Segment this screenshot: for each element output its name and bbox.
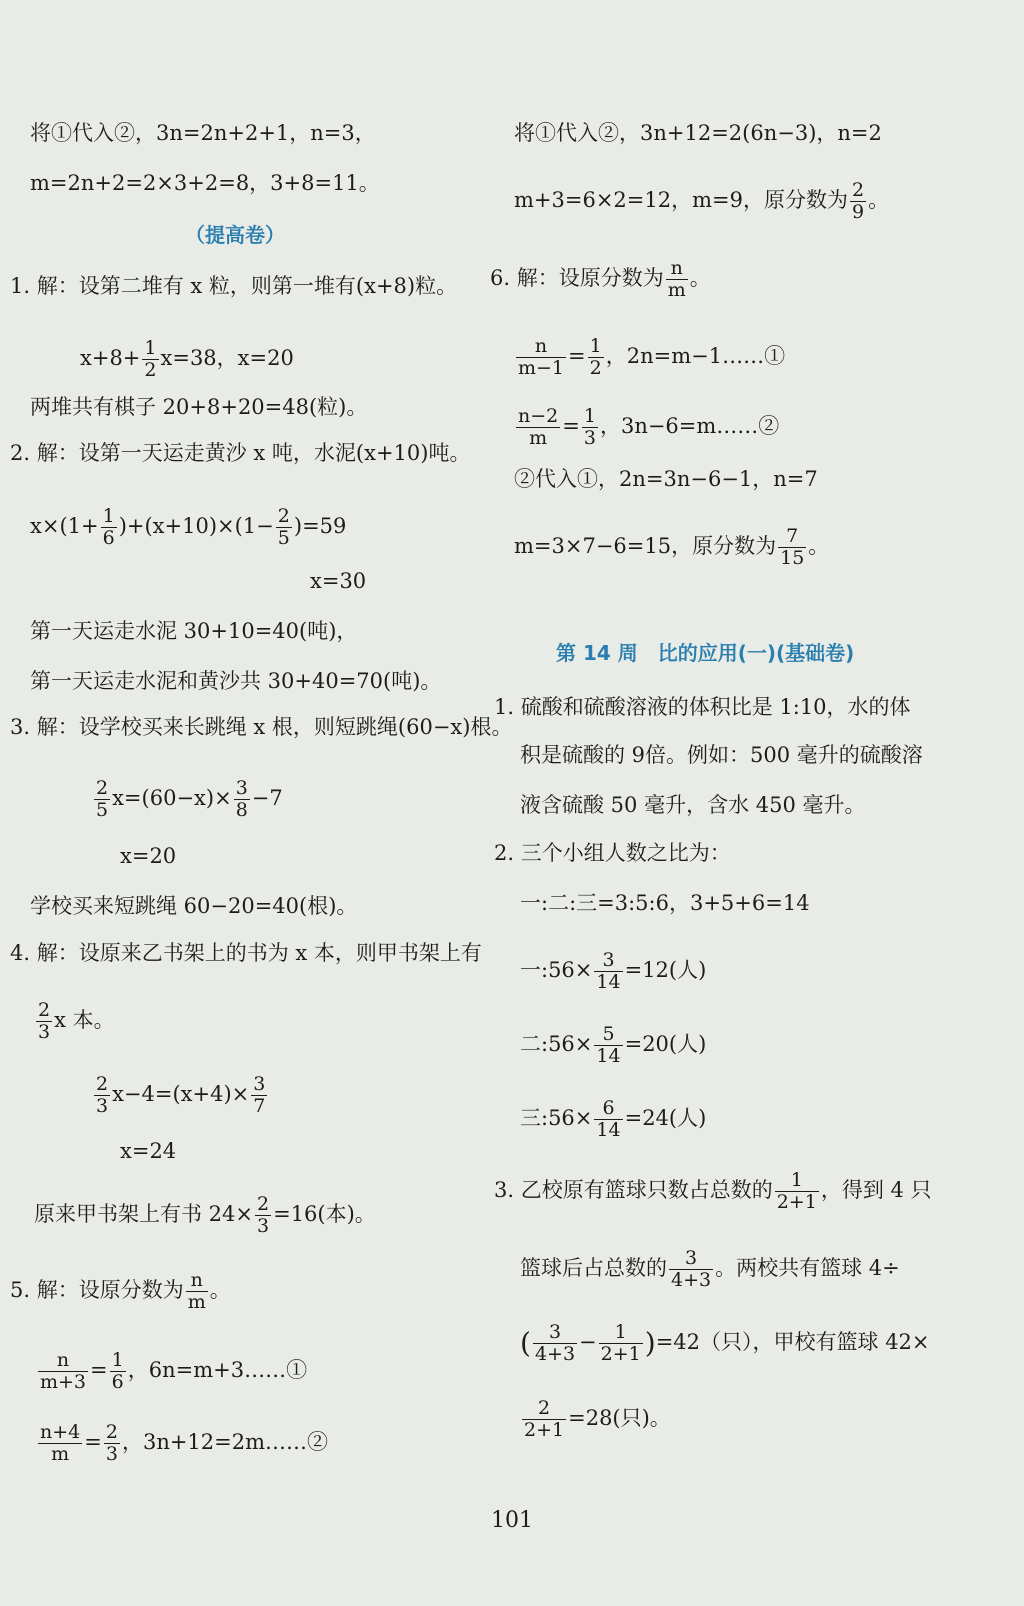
section-heading: 第 14 周 比的应用(一)(基础卷)	[556, 641, 855, 665]
fraction: $\frac{1}{6}$	[102, 505, 115, 549]
line: $\frac{2}{3}$ x 本。	[38, 999, 115, 1043]
equation: $\frac{2}{5}$ x=(60−x)× $\frac{3}{8}$ −7	[96, 777, 283, 821]
solution-x: x=30	[310, 569, 367, 593]
fraction: $\frac{3}{4+3}$	[534, 1321, 576, 1365]
fraction: $\frac{6}{14}$	[596, 1097, 621, 1141]
section-heading: （提高卷）	[185, 223, 285, 247]
equation: $\frac{2}{3}$ x−4=(x+4)× $\frac{3}{7}$	[96, 1073, 266, 1117]
equation: x+8+ $\frac{1}{2}$ x=38，x=20	[80, 337, 294, 381]
line: 一:二:三=3:5:6，3+5+6=14	[520, 891, 810, 915]
fraction: $\frac{5}{14}$	[596, 1023, 621, 1067]
line: ②代入①，2n=3n−6−1，n=7	[514, 467, 818, 491]
solution-x: x=20	[120, 844, 177, 868]
line: 积是硫酸的 9倍。例如：500 毫升的硫酸溶	[520, 743, 923, 767]
fraction: $\frac{2}{5}$	[96, 777, 109, 821]
question-title: 2. 解：设第一天运走黄沙 x 吨，水泥(x+10)吨。	[10, 441, 471, 465]
fraction: $\frac{n}{m}$	[667, 257, 686, 301]
question-title: 5. 解：设原分数为 $\frac{n}{m}$ 。	[10, 1269, 231, 1313]
question-title: 4. 解：设原来乙书架上的书为 x 本，则甲书架上有	[10, 941, 482, 965]
line: m+3=6×2=12，m=9，原分数为 $\frac{2}{9}$ 。	[514, 179, 890, 223]
fraction: $\frac{1}{2}$	[589, 335, 602, 379]
fraction: $\frac{1}{3}$	[583, 405, 596, 449]
fraction: $\frac{1}{6}$	[111, 1349, 124, 1393]
answer-line: 学校买来短跳绳 60−20=40(根)。	[30, 894, 358, 918]
equation: 一:56× $\frac{3}{14}$ =12(人)	[520, 949, 707, 993]
fraction: $\frac{n}{m+3}$	[40, 1349, 87, 1393]
solution-x: x=24	[120, 1139, 177, 1163]
fraction: $\frac{2}{9}$	[851, 179, 865, 223]
page-number: 101	[491, 1508, 533, 1533]
line: 将①代入②，3n=2n+2+1，n=3，	[30, 121, 376, 145]
fraction: $\frac{2}{3}$	[257, 1193, 270, 1237]
equation: 二:56× $\frac{5}{14}$ =20(人)	[520, 1023, 707, 1067]
line: m=2n+2=2×3+2=8，3+8=11。	[30, 171, 380, 195]
equation: $\frac{n}{m-1}$ = $\frac{1}{2}$ ，2n=m−1……①	[518, 335, 786, 379]
line: m=3×7−6=15，原分数为 $\frac{7}{15}$ 。	[514, 525, 830, 569]
equation: $\frac{n+4}{m}$ = $\frac{2}{3}$ ，3n+12=2m……②	[40, 1421, 329, 1465]
fraction: $\frac{n+4}{m}$	[40, 1421, 81, 1465]
equation: 三:56× $\frac{6}{14}$ =24(人)	[520, 1097, 707, 1141]
answer-line: 两堆共有棋子 20+8+20=48(粒)。	[30, 395, 368, 419]
fraction: $\frac{3}{7}$	[253, 1073, 266, 1117]
fraction: $\frac{2}{5}$	[277, 505, 290, 549]
fraction: $\frac{n}{m}$	[187, 1269, 206, 1313]
line: 1. 硫酸和硫酸溶液的体积比是 1:10，水的体	[494, 695, 911, 719]
fraction: $\frac{3}{8}$	[235, 777, 248, 821]
fraction: $\frac{2}{3}$	[96, 1073, 109, 1117]
fraction: $\frac{n}{m-1}$	[518, 335, 565, 379]
line: 篮球后占总数的 $\frac{3}{4+3}$ 。两校共有篮球 4÷	[520, 1247, 900, 1291]
question-title: 1. 解：设第二堆有 x 粒，则第一堆有(x+8)粒。	[10, 274, 458, 298]
fraction: $\frac{3}{4+3}$	[671, 1247, 712, 1291]
answer-line: 原来甲书架上有书 24× $\frac{2}{3}$ =16(本)。	[34, 1193, 376, 1237]
answer-line: 第一天运走水泥和黄沙共 30+40=70(吨)。	[30, 669, 442, 693]
question-title: 3. 解：设学校买来长跳绳 x 根，则短跳绳(60−x)根。	[10, 715, 513, 739]
question-title: 2. 三个小组人数之比为：	[494, 841, 731, 865]
fraction: $\frac{7}{15}$	[780, 525, 805, 569]
fraction: $\frac{n-2}{m}$	[518, 405, 559, 449]
fraction: $\frac{2}{2+1}$	[524, 1397, 565, 1441]
line: ( $\frac{3}{4+3}$ − $\frac{1}{2+1}$ )=42（只），甲校有篮球 42×	[520, 1321, 930, 1365]
fraction: $\frac{3}{14}$	[596, 949, 621, 993]
equation: x×(1+ $\frac{1}{6}$ )+(x+10)×(1− $\frac{2}{5}$ )=59	[30, 505, 347, 549]
fraction: $\frac{2}{3}$	[105, 1421, 118, 1465]
fraction: $\frac{1}{2+1}$	[600, 1321, 641, 1365]
answer-line: 第一天运走水泥 30+10=40(吨)，	[30, 619, 358, 643]
question-title: 3. 乙校原有篮球只数占总数的 $\frac{1}{2+1}$ ，得到 4 只	[494, 1169, 932, 1213]
question-title: 6. 解：设原分数为 $\frac{n}{m}$ 。	[490, 257, 711, 301]
fraction: $\frac{1}{2+1}$	[776, 1169, 817, 1213]
fraction: $\frac{2}{3}$	[38, 999, 51, 1043]
fraction: $\frac{1}{2}$	[144, 337, 157, 381]
line: $\frac{2}{2+1}$ =28(只)。	[524, 1397, 671, 1441]
line: 液含硫酸 50 毫升，含水 450 毫升。	[520, 793, 866, 817]
line: 将①代入②，3n+12=2(6n−3)，n=2	[514, 121, 882, 145]
equation: $\frac{n-2}{m}$ = $\frac{1}{3}$ ，3n−6=m……②	[518, 405, 780, 449]
equation: $\frac{n}{m+3}$ = $\frac{1}{6}$ ，6n=m+3……①	[40, 1349, 308, 1393]
